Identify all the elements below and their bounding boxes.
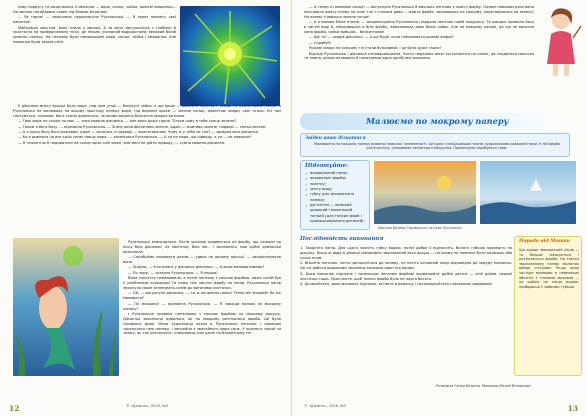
footer-copyright: © «Джміль», 2018, №3 <box>304 404 346 408</box>
paragraph: — Спробуймо малювати разом — удвох на одному аркуші, — запропонувала вона. <box>123 255 281 264</box>
steps-list <box>300 246 512 288</box>
painting-photo-left <box>374 161 476 224</box>
paragraph: Русалонька замислилася. Потім указала подивитися на фарбу, що лежали на піску біля дівчинки, не пам'ятає, біля неї... і засміялася, мов срібні дзвіночки розсипала. <box>123 240 281 254</box>
materials-item: ✓ акварельні фарби; <box>305 176 367 181</box>
girl-with-brush-illustration <box>539 4 583 78</box>
left-page <box>0 0 292 416</box>
intro-box-title: Звідки ваше дізнатися <box>305 136 366 141</box>
paragraph: нову подругу та розділялася її мелонки — море, сонце, чайки, рожеві хмаринки... На хвилях погойдався човен під білими вітрилом. <box>13 5 176 14</box>
page-number: 13 <box>567 404 578 413</box>
paragraph: Відтоді Русалонька і дівчинка потоваришували. Часто недалеко вони зустрічалися на пляжі, де сходилася морська та земна, разом малювали й показували одна одній свої малюнки. <box>304 51 534 61</box>
page-number: 12 <box>9 404 20 413</box>
paragraph: — Таким я його бачу, — відповіла Русалонька. — Знизу воно фіолетово-зелене, адже — жовтаво-зелене, надворі — синьо-зелене. <box>18 124 267 129</box>
story-text-wide-left <box>13 104 281 146</box>
materials-item: ✓ палітру; <box>305 182 367 187</box>
intro-box-text: Малювання по мокрому паперу вимагає навичок і впевненості. Це одна з найцікавіших технік художниками-аквалелістами. У ній фарба розтікається, утворюючи неповторні візерунки. Пропонуємо спробувати і вам. <box>314 142 560 151</box>
paragraph: — Яє гарно! — захоплено прошепотіла Русалонька. — Я зараз принесу свої мелонки! <box>13 15 176 25</box>
paragraph: У дівчинки внесу аркуші було море, над ним угорі — блискучі чайки, а ще вище — рожеві й золотисті хмари та жовтогаряче сонце. А Русалонька не малювала по всьому простору паперу море, під верхнім краєм — зелене сонце, фіолетові хмари, сині птахи. Усі там гаптуються, тонкими, його тонни дивуються, за якими видніла блакитна хмарка витрила. <box>13 104 281 118</box>
paragraph: — Ой, — вигукнула дівчинка, — ти ж нечинила папір! Тепер він мокрий! Як же малювати? <box>123 291 281 301</box>
paragraph: Вона спочатку намалювала, а потім пензель з синьою фарбою, адже синій був її улюбленим кольором! Та перш ніж листок фарбу на папір, Русалонька папір змокнула своїм зеленувато-синім до вигинами листочки. <box>123 276 281 290</box>
paragraph: — А я зразу бачу його рожевим, адже — золотим, а надворі — жовтогарячим. Чому ж у тебе не так? — здивувалася дівчинка. <box>18 130 260 134</box>
paragraph: — Спробуй! <box>309 40 332 45</box>
paragraph: — По мокрому! — відповіла Русалонька. — Я завжди малюю по мокрому паперу! <box>123 301 281 311</box>
watercolor-sunset-illustration <box>374 161 476 224</box>
steps-title: Послідовність виконання <box>300 236 384 242</box>
paragraph: — А тепер я намалюю сонце! — вигукнула Русалонька й вмочила пензлик у жовту фарбу. Одним помахом руки вона поставила жовту пляму на синє тло. І сталося диво — жовта фарба, змішавшись на синьому, перетворилася на зелену! Ha папері з'явилося зелене сонце! <box>304 5 534 19</box>
materials-item: ✓ акварельний папір; <box>305 171 367 176</box>
paragraph: І Русалонька провела пензликом з синьою фарбою по мокрому аркушу. Дівчинка захоплено дивилася, як по мокрому розтікалася фарба. Це було справжнє диво. Мала художниця взяла в Русалоньки пензлик і палиною торкнулася нею паперу, і звичайно з звичайного моря синє. У кожного такий ти знаєш, як так розтеклося, утворюючи сині каплі на блакитному тлі. <box>123 311 281 336</box>
girl-illustration <box>539 4 583 78</box>
green-sun-illustration <box>180 6 280 106</box>
mermaid-illustration <box>13 238 119 376</box>
photo-caption: Картини Музеюм Гарнацького та Іскри Луп'янської <box>378 226 462 230</box>
tip-text: Що краще зволожений папір — то більше змішуються і розтікаються фарби. На злегка зволоженому папері малюнок вийде чіткішим. Якщо вода частіше малюємо в невеликих обсягах з тонкими мазками — по райже це місце водою, прибравши її зайвими губкою. <box>519 248 579 289</box>
step-item: 4. Дочекайтеся, доки малюнок підсохне, вставте в рамочку і насолоджуйтеся створеним шедевром! <box>300 282 493 287</box>
section-title: Малюємо по мокрому паперу <box>366 116 509 126</box>
paragraph: — Я тежхотіла б подивитися на сонце крізь сині хвилі, але мені не дійти підводу, — сумно мовила дівчинка. <box>18 140 226 145</box>
paragraph: — Твоє море не схоже на моє, — тихо мовила дівчинка, — але воно дуже гарне. Тільки чому в тебе сонце зелене? <box>18 119 237 124</box>
materials-list <box>305 171 367 224</box>
materials-item: ✓ губку для зволоження паперу; <box>305 192 367 203</box>
paragraph: — Бо я дивлюся на все крізь синю товщу моря, — засміялася Русалонька. — А ти на море, що підводу, а ти — на поверхні! <box>18 135 252 140</box>
paragraph: — По черзі, — сказала Русалонька. — Я перша! <box>128 270 218 275</box>
step-item: 1. Закріпіть папір. Для цього змочіть губку водою, потім добре її відтисніть. Волого губкою проведіть по аркушу. Якщо ж вода в ділянці рівномірно зволожений весь аркуш — на ньому не повинно бути калюжок або сухих плям. <box>300 246 512 260</box>
paragraph: — А я малюю білих птахів, — запропонувала Русалонька і віддала пензлик новій подружці. Та швидко промила його в чистій воді й, занурившись в білу фарбу, намалювала двох білих чайок. Але на мокрому папері, де ще не висохла синя фарба, чайки вийшли... блакитними! <box>304 20 534 34</box>
tip-box <box>514 236 582 376</box>
intro-box <box>300 133 570 157</box>
painting-photo-right <box>480 161 576 224</box>
author-credit: Розповіла Ганна Бєлкіна, Малюнки Віталії Вітнякової <box>436 384 531 388</box>
materials-item: ✓ дві пензлі — великий широкий і маленький тонкий (для тонких фарб і промальовування деталей). <box>305 203 367 224</box>
paragraph: — Згодна, — зітхнулася у дівчинка дівчинка. — А яким малюватимемо? <box>128 265 265 270</box>
footer-copyright: © «Джміль», 2018, №3 <box>126 404 168 408</box>
paragraph: — Ще та! — зрадів дівчинка. — А що буде, коли намалювати рожеві хмари? <box>309 35 454 40</box>
step-item: 2. Візьміть пензлик, легко доторкніться до паперу, не несіть основний колір відповідно до задуму малюнка. На тлі роботи широкими змочених мазками один під одним. <box>300 261 512 270</box>
paragraph: Майнувши хвостом, вона знила у хвилях. А за мить вигулькнула з глибини й простягла на прибережному піску, де лежав, усипаний водоростями, великий білий шматок паперу. На нескому були намальовані море, сонце, чайки і хмаринки. Але малюнки були зовсім різні. <box>13 25 176 45</box>
materials-box <box>300 160 370 230</box>
story-text-top-right <box>304 5 534 62</box>
step-item: 3. Доки малюнок підсохне і тоненьким пензлем фарбою промалюйте дрібні деталі — лінії дерев, окремі листочки тощо. Простежте, щоб темної фарби було не надто багато. <box>300 271 512 281</box>
materials-title: Підготуйте: <box>305 163 349 169</box>
paragraph: Рожеві хмари на синьому тлі стали бузковими, і це було дуже гарно! <box>309 46 441 51</box>
tip-title: Поради від Мишки <box>519 239 571 244</box>
green-sun-painting <box>180 6 280 106</box>
story-text-mid-left <box>123 240 281 337</box>
watercolor-sea-illustration <box>480 161 576 224</box>
materials-item: ✓ чисту воду; <box>305 187 367 192</box>
right-page <box>294 0 587 416</box>
story-text-top-left <box>13 5 176 46</box>
mermaid-painting <box>13 238 119 376</box>
section-title-banner <box>300 113 545 130</box>
